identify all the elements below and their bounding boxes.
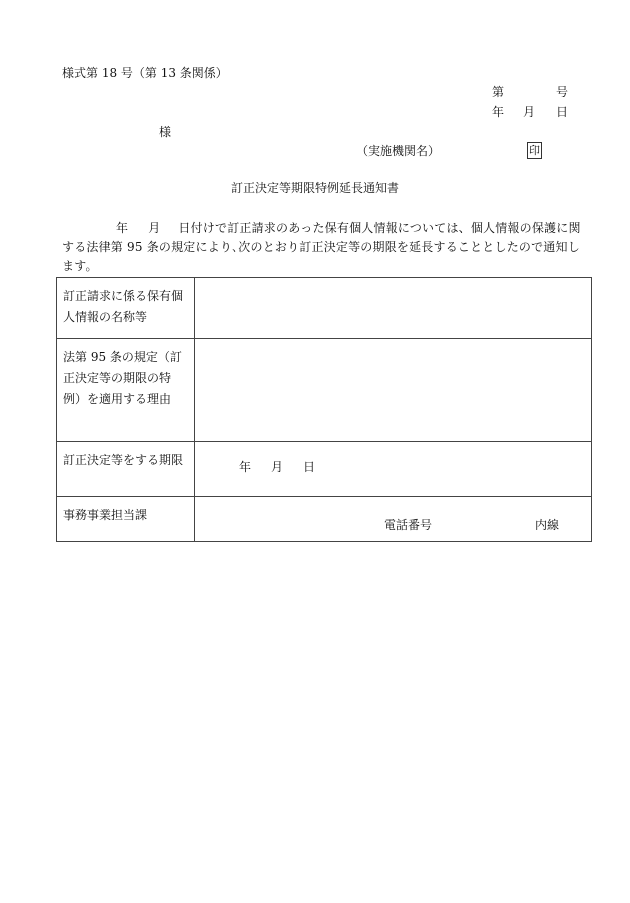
phone-label: 電話番号 — [384, 518, 433, 532]
extension-label: 内線 — [535, 518, 560, 532]
document-title: 訂正決定等期限特例延長通知書 — [230, 181, 399, 195]
deadline-month: 月 — [271, 460, 284, 474]
deadline-day: 日 — [303, 460, 316, 474]
seal-box: 印 — [529, 144, 540, 157]
row-label-info-name: 訂正請求に係る保有個人情報の名称等 — [57, 278, 195, 339]
header-date-day: 日 — [556, 105, 569, 119]
row-label-department: 事務事業担当課 — [57, 497, 195, 542]
doc-number-suffix: 号 — [556, 85, 569, 99]
table-row — [57, 497, 592, 542]
info-table — [56, 277, 592, 542]
row-value-department[interactable] — [195, 497, 592, 542]
row-value-info-name[interactable] — [195, 278, 592, 339]
doc-number-prefix: 第 — [492, 85, 505, 99]
form-number: 様式第 18 号（第 13 条関係） — [62, 66, 228, 80]
row-label-deadline: 訂正決定等をする期限 — [57, 442, 195, 497]
table-row — [57, 339, 592, 442]
deadline-year: 年 — [239, 460, 252, 474]
row-value-deadline[interactable] — [195, 442, 592, 497]
row-label-reason: 法第 95 条の規定（訂正決定等の期限の特例）を適用する理由 — [57, 339, 195, 442]
header-date-year: 年 — [492, 105, 505, 119]
row-value-reason[interactable] — [195, 339, 592, 442]
body-paragraph — [62, 219, 582, 276]
header-date-month: 月 — [523, 105, 536, 119]
addressee-suffix: 様 — [159, 125, 172, 139]
org-name: （実施機関名） — [356, 144, 441, 158]
table-row — [57, 278, 592, 339]
body-year: 年 — [116, 221, 129, 235]
table-row — [57, 442, 592, 497]
body-month: 月 — [148, 221, 161, 235]
body-text: 日付けで訂正請求のあった保有個人情報については、個人情報の保護に関する法律第 95 条の規定により､次のとおり訂正決定等の期限を延長することとしたので通知します。 — [62, 221, 581, 273]
